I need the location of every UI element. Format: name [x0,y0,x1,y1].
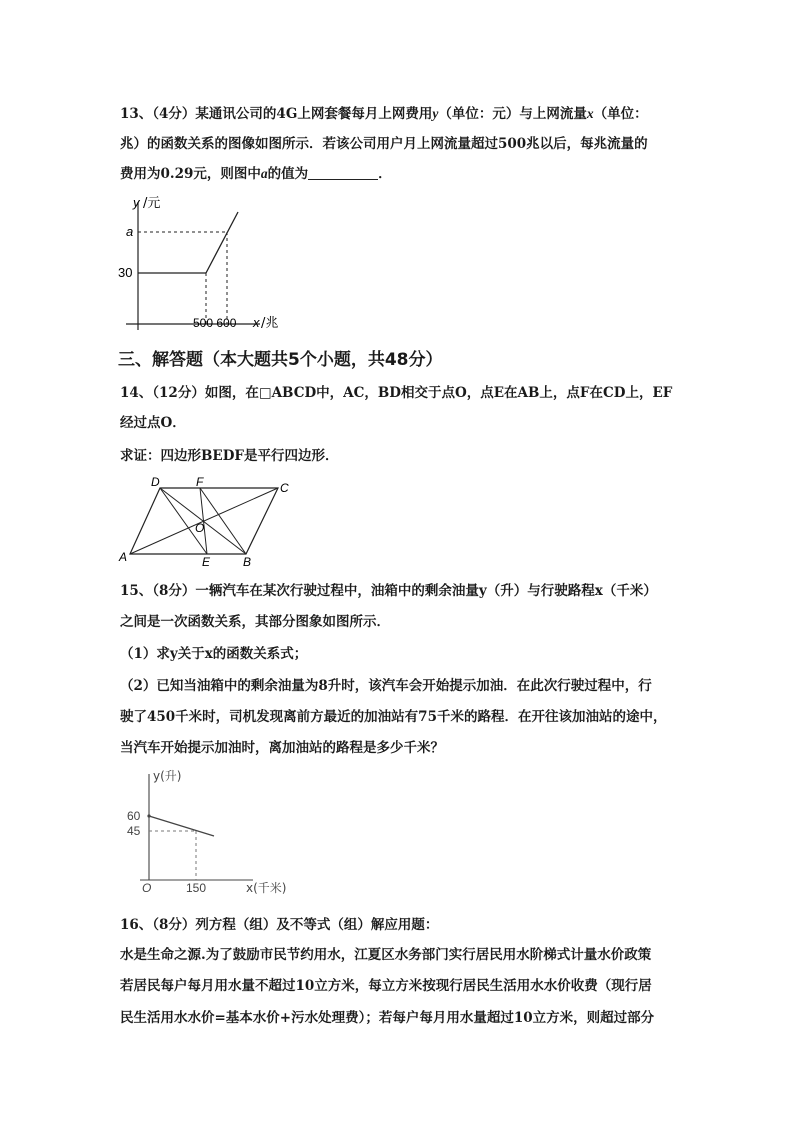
q15-line-6: 当汽车开始提示加油时，离加油站的路程是多少千米？ [120,740,444,756]
q15-line-3: （1）求y关于x的函数关系式； [120,646,308,662]
point-A: A [119,550,128,564]
section-heading: 三、解答题（本大题共5个小题，共48分） [118,350,443,370]
tick-60: 60 [127,809,141,823]
q13-graph [110,190,310,340]
point-E: E [202,555,211,569]
q14-line-3: 求证：四边形BEDF是平行四边形． [120,448,339,464]
x-axis-var: x [253,315,260,330]
point-B: B [243,555,252,569]
y-axis-unit: /元 [143,196,161,211]
q13-line-1: 13、（4分）某通讯公司的4G上网套餐每月上网费用y（单位：元）与上网流量x（单位： [120,106,648,122]
x-ticks: 500 600 [193,316,237,330]
point-F: F [196,475,204,489]
q16-line-2: 水是生命之源.为了鼓励市民节约用水，江夏区水务部门实行居民用水阶梯式计量水价政策 [120,947,652,963]
origin-O: O [142,881,152,895]
q16-line-1: 16、（8分）列方程（组）及不等式（组）解应用题： [120,917,439,933]
q15-line-4: （2）已知当油箱中的剩余油量为8升时，该汽车会开始提示加油．在此次行驶过程中，行 [120,678,652,694]
y-axis-label: y(升) [153,769,182,783]
q15-line-1: 15、（8分）一辆汽车在某次行驶过程中，油箱中的剩余油量y（升）与行驶路程x（千米） [120,583,657,599]
q15-graph [118,768,318,900]
q15-line-2: 之间是一次函数关系，其部分图象如图所示． [120,614,390,630]
var-a: a [260,166,268,181]
tick-150: 150 [186,881,207,895]
label-a: a [126,224,134,239]
var-x: x [586,106,594,121]
x-axis-label: x(千米) [246,881,287,895]
q16-line-4: 民生活用水水价=基本水价+污水处理费）；若每户每月用水量超过10立方米，则超过部分 [120,1010,655,1026]
point-D: D [151,475,160,489]
answer-blank[interactable] [308,165,378,180]
x-axis-unit: /兆 [261,316,279,331]
point-C: C [280,481,289,495]
y-axis-var: y [133,195,140,210]
q14-figure [118,474,318,569]
q15-line-5: 驶了450千米时，司机发现离前方最近的加油站有75千米的路程．在开往该加油站的途中， [120,709,667,725]
label-30: 30 [118,265,133,280]
var-y: y [432,106,439,121]
tick-45: 45 [127,824,141,838]
q13-line-3: 费用为0.29元，则图中a的值为 ． [120,166,392,182]
q16-line-3: 若居民每户每月用水量不超过10立方米，每立方米按现行居民生活用水水价收费（现行居 [120,978,652,994]
q13-line-2: 兆）的函数关系的图像如图所示．若该公司用户月上网流量超过500兆以后，每兆流量的 [120,136,648,152]
q14-line-1: 14、（12分）如图，在□ABCD中，AC，BD相交于点O，点E在AB上，点F在CD上，EF [120,385,673,401]
point-O: O [195,521,205,535]
q14-line-2: 经过点O． [120,415,186,431]
